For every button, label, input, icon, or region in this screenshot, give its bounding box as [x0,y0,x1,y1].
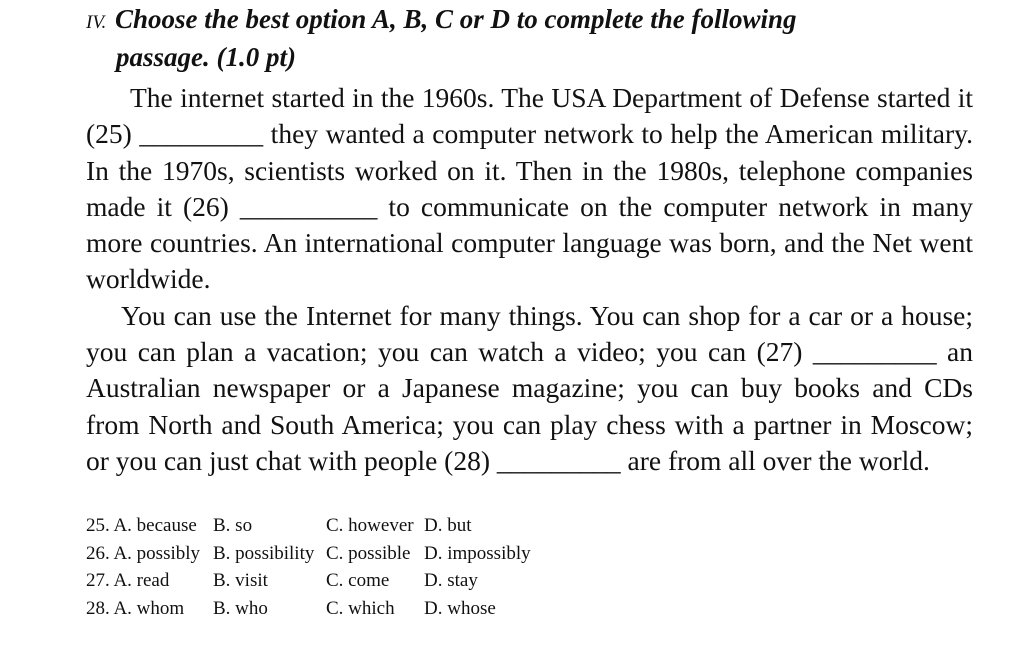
option-c: C. come [326,570,390,591]
passage-text: are from all over the world. [620,444,930,476]
section-number: IV. [86,12,107,33]
blank-27: _________ [812,336,937,368]
blank-25: _________ [139,118,264,150]
option-d: D. but [424,515,472,536]
passage-text: an Australian newspaper or a Japanese magazine; you can buy books and CDs from North and South America; you can play chess with a partner in Moscow; or you can just chat with people (28) [86,336,973,476]
option-b: B. so [213,515,253,536]
passage-text: The internet started in the 1960s. The USA Department of Defense started it (25) [86,82,973,150]
option-c: C. which [326,597,395,619]
paragraph-2 [86,298,973,479]
reading-passage [86,80,973,479]
option-b: B. possibility [213,542,315,564]
paragraph-1 [86,80,973,298]
option-a: 26. A. possibly [86,542,201,564]
passage-text: You can use the Internet for many things. You can shop for a car or a house; you can plan a vacation; you can watch a video; you can (27) [86,299,973,368]
option-row-27 [86,567,531,595]
option-row-26 [86,540,531,568]
option-d: D. stay [424,570,478,591]
option-d: D. impossibly [424,542,531,564]
heading-line-2: passage. (1.0 pt) [116,42,296,72]
section-heading [86,2,986,75]
blank-28: _________ [496,444,621,476]
option-b: B. visit [213,570,268,591]
option-row-25 [86,512,531,540]
option-c: C. possible [326,542,411,564]
heading-line-1: Choose the best option A, B, C or D to complete the following [114,4,797,34]
answer-options [86,512,531,622]
passage-text: they wanted a computer network to help the American military. In the 1970s, scientists worked on it. Then in the 1980s, telephone companies made it (26) [86,118,973,222]
option-a: 28. A. whom [86,597,185,619]
option-d: D. whose [424,597,496,619]
option-c: C. however [326,515,414,536]
passage-text: to communicate on the computer network in many more countries. An international computer language was born, and the Net went worldwide. [86,190,973,295]
blank-26: __________ [239,190,378,222]
option-a: 27. A. read [86,570,170,591]
option-a: 25. A. because [86,515,197,536]
option-row-28 [86,595,531,623]
option-b: B. who [213,597,268,619]
